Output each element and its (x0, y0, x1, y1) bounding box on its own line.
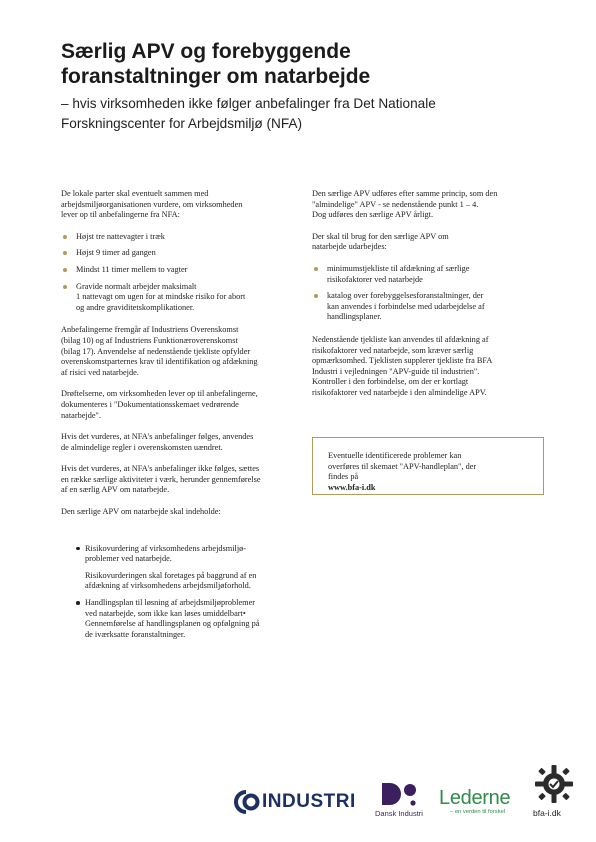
text-line: overenskomstparternes krav til identifikation og afdækning (61, 357, 258, 367)
text-line: Der skal til brug for den særlige APV om (312, 231, 449, 241)
text-line: natarbejde". (61, 410, 102, 420)
dansk-industri-wordmark: Dansk Industri (375, 809, 423, 818)
text-line: risikofaktorer ved natarbejde (327, 274, 423, 284)
checklist-paragraph (312, 335, 544, 399)
text-line: Dog udføres den særlige APV årligt. (312, 210, 434, 220)
text-line: de almindelige regler i overenskomsten uændret. (61, 442, 223, 452)
subtitle-line: – hvis virksomheden ikke følger anbefalinger fra Det Nationale (61, 96, 436, 111)
lederne-tagline: – en verden til forskel (450, 809, 506, 815)
contents-intro-paragraph (61, 507, 293, 518)
apv-contents-list (61, 544, 293, 641)
list-item (61, 598, 293, 640)
not-followed-paragraph (61, 464, 293, 496)
text-line: Industri i vejledningen "APV-guide til industrien". (312, 366, 480, 376)
text-line: de iværksatte foranstaltninger. (85, 629, 186, 639)
text-line: Hvis det vurderes, at NFA's anbefalinger ikke følges, sættes (61, 464, 260, 474)
text-line: arbejdsmiljøorganisationen vurdere, om virksomheden (61, 199, 243, 209)
text-line: Gravide normalt arbejder maksimalt (76, 281, 197, 291)
agreements-paragraph (61, 325, 293, 378)
text-line: overføres til skemaet "APV-handleplan", der (328, 461, 477, 471)
text-line: minimumstjekliste til afdækning af særlige (327, 263, 470, 273)
text-line: risikofaktorer ved natarbejde i den almindelige APV. (312, 387, 487, 397)
subtitle-line: Forskningscenter for Arbejdsmiljø (NFA) (61, 116, 302, 131)
note-prefix: findes på (328, 472, 359, 482)
text-line: Anbefalingerne fremgår af Industriens Overenskomst (61, 325, 239, 335)
text-line: ved natarbejde, som ikke kan løses umiddelbart• (85, 608, 246, 618)
text-line: kan anvendes i forbindelse med udarbejdelse af (327, 301, 485, 311)
text-line: Den særlige APV udføres efter samme princip, som den (312, 189, 498, 198)
list-item (61, 248, 293, 259)
text-line: katalog over forebyggelsesforanstaltninger, der (327, 291, 484, 301)
text-line (328, 472, 531, 493)
page-title-line: foranstaltninger om natarbejde (61, 65, 371, 88)
text-line: dokumenteres i "Dokumentationsskemaet vedrørende (61, 399, 239, 409)
text-line: af risici ved natarbejde. (61, 367, 139, 377)
text-line: Risikovurdering af virksomhedens arbejdsmiljø- (85, 543, 247, 553)
text-line: Kontroller i den forbindelse, om der er kortlagt (312, 377, 469, 387)
text-line: Handlingsplan til løsning af arbejdsmiljøproblemer (85, 598, 256, 608)
text-line: Mindst 11 timer mellem to vagter (76, 264, 188, 274)
text-line: Hvis det vurderes, at NFA's anbefalinger følges, anvendes (61, 432, 254, 442)
text-line: og andre graviditetskomplikationer. (76, 302, 195, 312)
page-title-line: Særlig APV og forebyggende (61, 40, 351, 63)
text-line: en række særlige aktiviteter i værk, herunder gennemførelse (61, 474, 261, 484)
list-item (61, 282, 293, 314)
text-line: af en særlig APV om natarbejde. (61, 485, 170, 495)
text-line: 1 nattevagt om ugen for at mindske risiko for abort (76, 292, 246, 302)
co-industri-wordmark: INDUSTRI (262, 791, 356, 812)
list-item-detail (85, 571, 293, 592)
bfa-gear-logo-icon (532, 760, 576, 806)
text-line: De lokale parter skal eventuelt sammen med (61, 189, 209, 198)
bfa-link[interactable]: www.bfa-i.dk (328, 482, 376, 492)
list-item (61, 232, 293, 243)
tools-list (312, 264, 544, 323)
text-line: Højst tre nattevagter i træk (76, 231, 165, 241)
lederne-wordmark: Lederne (439, 787, 511, 809)
text-line: Den særlige APV om natarbejde skal indeholde: (61, 507, 221, 517)
bfa-wordmark: bfa-i.dk (533, 808, 561, 818)
text-line: Eventuelle identificerede problemer kan (328, 451, 462, 460)
text-line: Gennemførelse af handlingsplanen og opfølgning på (85, 619, 260, 629)
footer-logos (0, 760, 596, 840)
list-item (61, 544, 293, 592)
dansk-industri-logo-icon (380, 781, 422, 809)
recommendations-list (61, 232, 293, 314)
page-title (61, 39, 561, 89)
text-line: "almindelige" APV - se nedenstående punkt 1 – 4. (312, 199, 479, 209)
text-line: Nedenstående tjekliste kan anvendes til afdækning af (312, 334, 489, 344)
text-line: risikofaktorer ved natarbejde, som kræver særlig (312, 345, 474, 355)
text-line: lever op til anbefalingerne fra NFA: (61, 210, 180, 220)
tools-intro-paragraph (312, 232, 544, 253)
principle-paragraph (312, 189, 544, 221)
list-item (312, 291, 544, 323)
text-line: opmærksomhed. Tjeklisten supplerer tjekliste fra BFA (312, 356, 493, 366)
text-line: natarbejde udarbejdes: (312, 242, 387, 252)
list-item (61, 265, 293, 276)
text-line: afdækning af virksomhedens arbejdsmiljøforhold. (85, 581, 251, 591)
page-subtitle (61, 94, 561, 134)
text-line: (bilag 10) og af Industriens Funktionæroverenskomst (61, 335, 238, 345)
intro-paragraph (61, 189, 293, 221)
text-line: Risikovurderingen skal foretages på baggrund af en (85, 570, 257, 580)
documentation-paragraph (61, 389, 293, 421)
note-box (312, 437, 544, 495)
left-column (61, 189, 293, 646)
right-column (312, 189, 544, 410)
followed-paragraph (61, 432, 293, 453)
text-line: (bilag 17). Anvendelse af nedenstående tjekliste opfylder (61, 346, 251, 356)
co-industri-logo-icon (234, 790, 260, 814)
text-line: handlingsplaner. (327, 312, 382, 322)
text-line: problemer ved natarbejde. (85, 554, 172, 564)
text-line: Højst 9 timer ad gangen (76, 248, 156, 258)
text-line: Drøftelserne, om virksomheden lever op til anbefalingerne, (61, 389, 258, 399)
list-item (312, 264, 544, 285)
